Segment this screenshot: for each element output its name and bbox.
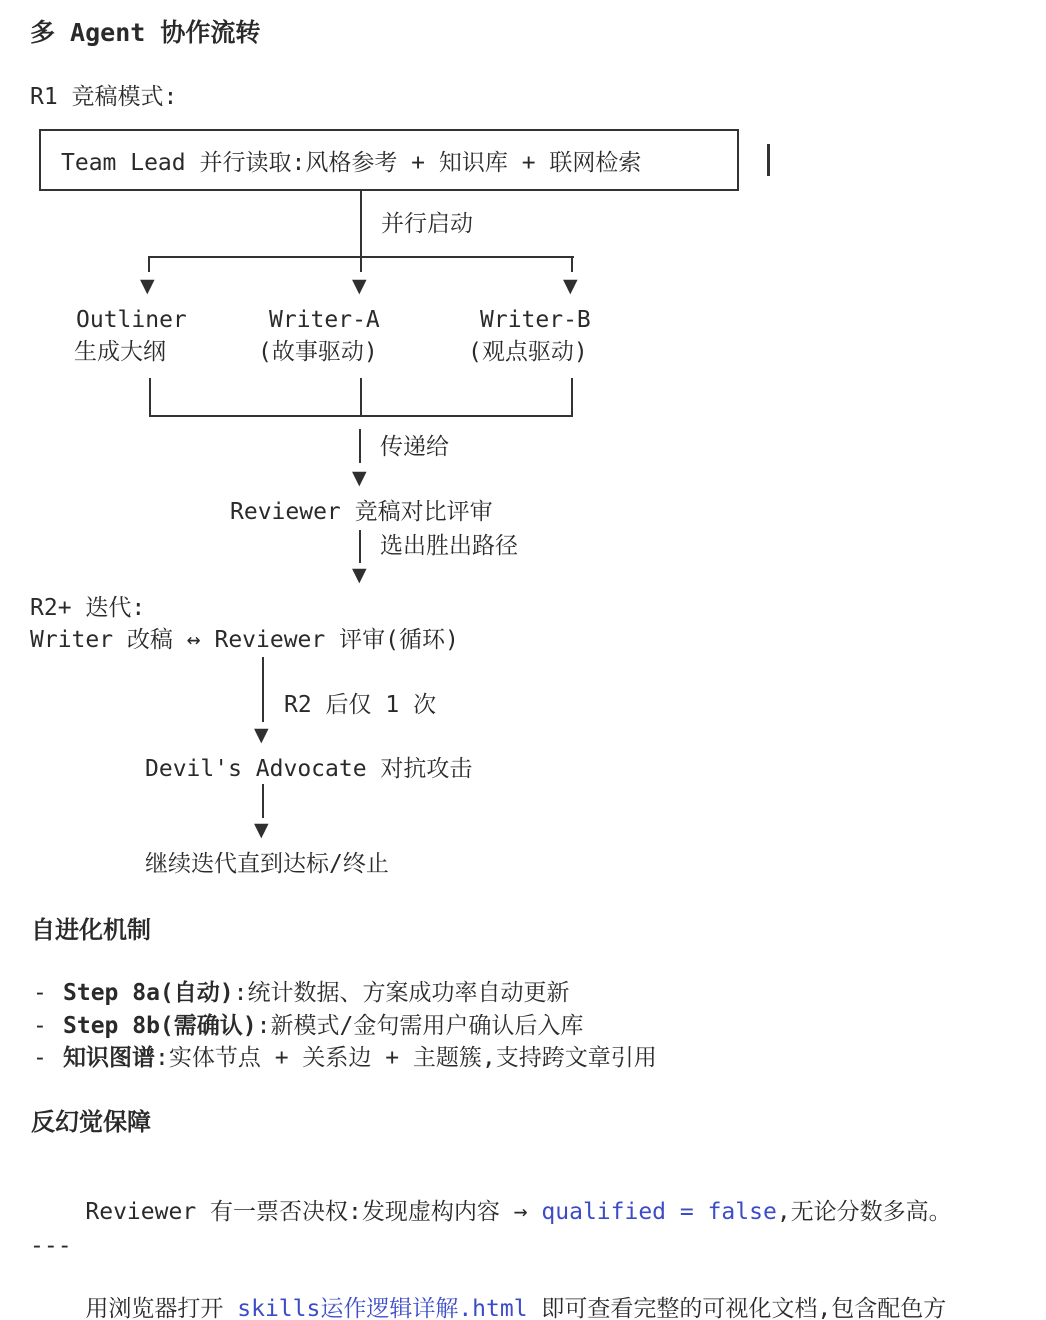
list-item (33, 1012, 583, 1040)
team-lead-box (39, 129, 739, 191)
bullet-rest-text: :新模式/金句需用户确认后入库 (256, 1013, 584, 1039)
branch-writer-b-name: Writer-B (480, 307, 591, 333)
flow-line-stub (149, 378, 151, 417)
arrow-down-icon: ▼ (254, 724, 269, 746)
footer-line (30, 1267, 946, 1320)
inline-code-html-filename: skills运作逻辑详解.html (237, 1296, 528, 1320)
cursor-bar (767, 144, 770, 176)
bullet-rest-text: :实体节点 + 关系边 + 主题簇,支持跨文章引用 (155, 1045, 657, 1071)
inline-code-qualified-false: qualified = false (541, 1199, 777, 1225)
flow-line-horizontal (149, 415, 573, 417)
flow-line-vertical (359, 429, 361, 463)
r1-mode-label: R1 竞稿模式: (30, 84, 178, 110)
arrow-down-icon: ▼ (140, 275, 155, 297)
list-item (33, 1044, 657, 1072)
flow-line-stub (360, 258, 362, 272)
arrow-down-icon: ▼ (563, 275, 578, 297)
bullet-bold-text: Step 8a(自动) (63, 980, 234, 1006)
devils-advocate-line: Devil's Advocate 对抗攻击 (145, 756, 473, 782)
flow-line-stub (148, 258, 150, 272)
r2-label: R2+ 迭代: (30, 595, 146, 621)
arrow-down-icon: ▼ (254, 819, 269, 841)
footer-after-link: 即可查看完整的可视化文档,包含配色方 (527, 1296, 947, 1320)
bullet-dash: - (33, 1045, 47, 1071)
bullet-bold-text: 知识图谱 (63, 1045, 155, 1071)
team-lead-box-text: Team Lead 并行读取:风格参考 + 知识库 + 联网检索 (61, 149, 642, 176)
flow-line-vertical (262, 657, 264, 722)
veto-before-code: Reviewer 有一票否决权:发现虚构内容 → (85, 1199, 542, 1225)
reviewer-compare-line: Reviewer 竞稿对比评审 (230, 499, 493, 525)
divider-dashes: --- (30, 1233, 72, 1259)
bullet-rest-text: :统计数据、方案成功率自动更新 (233, 980, 570, 1006)
branch-outliner-desc: 生成大纲 (74, 339, 166, 365)
flow-line-stub (571, 378, 573, 417)
arrow-down-icon: ▼ (352, 564, 367, 586)
flow-line-stub (571, 258, 573, 272)
select-winner-label: 选出胜出路径 (380, 533, 518, 559)
branch-writer-a-desc: (故事驱动) (258, 339, 378, 365)
flow-line-vertical (359, 530, 361, 563)
flow-line-vertical (360, 191, 362, 257)
pass-label: 传递给 (380, 434, 449, 460)
branch-outliner-name: Outliner (76, 307, 187, 333)
parallel-start-label: 并行启动 (381, 211, 473, 237)
bullet-bold-text: Step 8b(需确认) (63, 1013, 257, 1039)
antihallucination-heading: 反幻觉保障 (31, 1108, 151, 1136)
footer-before-link: 用浏览器打开 (85, 1296, 238, 1320)
branch-writer-b-desc: (观点驱动) (468, 339, 588, 365)
flow-line-stub (360, 378, 362, 417)
page-title: 多 Agent 协作流转 (30, 18, 261, 47)
arrow-down-icon: ▼ (352, 275, 367, 297)
flow-line-vertical (262, 784, 264, 818)
once-after-r2-label: R2 后仅 1 次 (284, 692, 437, 718)
evolution-heading: 自进化机制 (31, 916, 151, 944)
bullet-dash: - (33, 1013, 47, 1039)
r2-loop-line: Writer 改稿 ↔ Reviewer 评审(循环) (30, 627, 459, 653)
branch-writer-a-name: Writer-A (269, 307, 380, 333)
veto-after-code: ,无论分数多高。 (776, 1199, 952, 1225)
veto-line (30, 1170, 952, 1254)
bullet-dash: - (33, 980, 47, 1006)
arrow-down-icon: ▼ (352, 467, 367, 489)
list-item (33, 979, 569, 1007)
continue-iterate-line: 继续迭代直到达标/终止 (145, 851, 389, 877)
